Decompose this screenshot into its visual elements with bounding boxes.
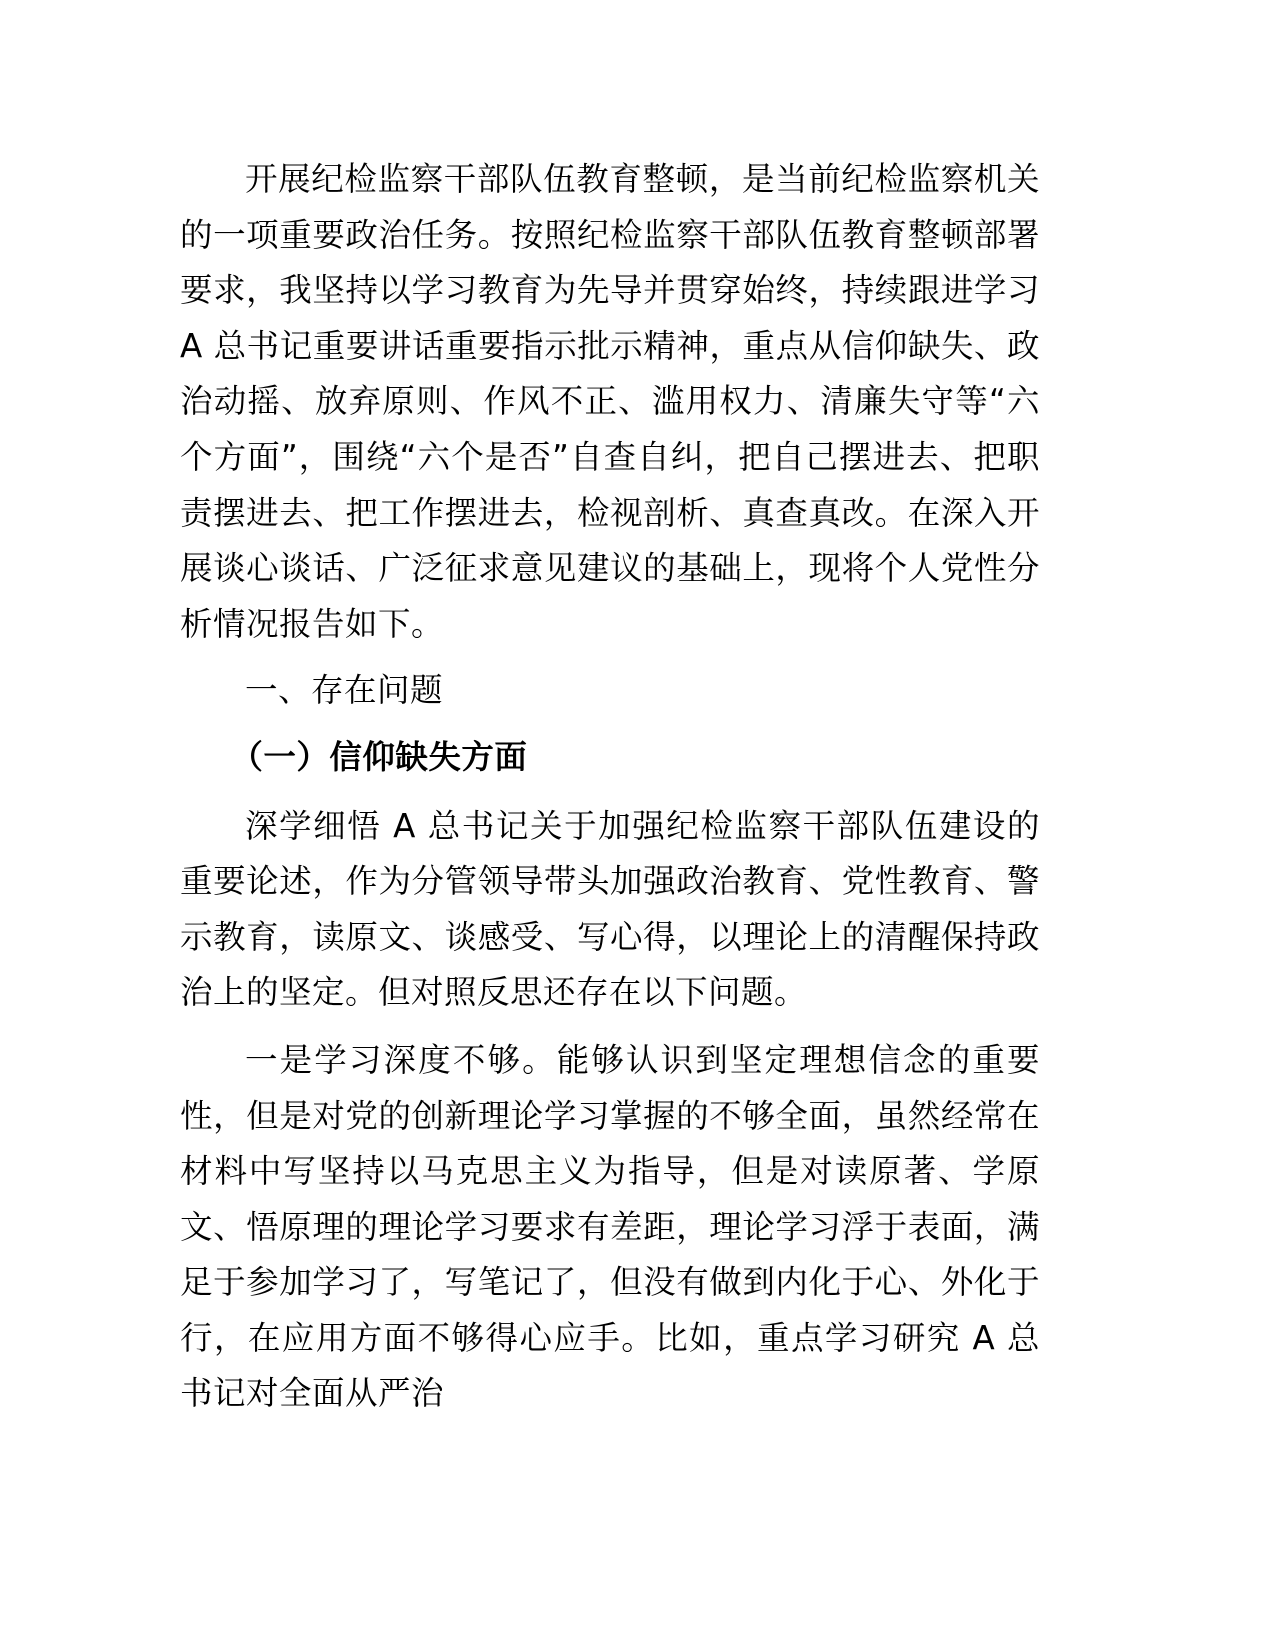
body-paragraph: 一是学习深度不够。能够认识到坚定理想信念的重要性，但是对党的创新理论学习掌握的不够全面，虽然经常在材料中写坚持以马克思主义为指导，但是对读原著、学原文、悟原理的理论学习要求有差距，理论学习浮于表面，满足于参加学习了，写笔记了，但没有做到内化于心、外化于行，在应用方面不够得心应手。比如，重点学习研究 A 总书记对全面从严治 bbox=[180, 1040, 1040, 1413]
subsection-heading: （一）信仰缺失方面 bbox=[230, 737, 528, 776]
body-paragraph: 深学细悟 A 总书记关于加强纪检监察干部队伍建设的重要论述，作为分管领导带头加强政治教育、党性教育、警示教育，读原文、谈感受、写心得，以理论上的清醒保持政治上的坚定。但对照反思还存在以下问题。 bbox=[180, 806, 1040, 1012]
document-body bbox=[180, 152, 1040, 1422]
intro-paragraph: 开展纪检监察干部队伍教育整顿，是当前纪检监察机关的一项重要政治任务。按照纪检监察干部队伍教育整顿部署要求，我坚持以学习教育为先导并贯穿始终，持续跟进学习 A 总书记重要讲话重要指示批示精神，重点从信仰缺失、政治动摇、放弃原则、作风不正、滥用权力、清廉失守等“六个方面”，围绕“六个是否”自查自纠，把自己摆进去、把职责摆进去、把工作摆进去，检视剖析、真查真改。在深入开展谈心谈话、广泛征求意见建议的基础上，现将个人党性分析情况报告如下。 bbox=[180, 160, 1040, 643]
section-heading: 一、存在问题 bbox=[245, 671, 444, 710]
